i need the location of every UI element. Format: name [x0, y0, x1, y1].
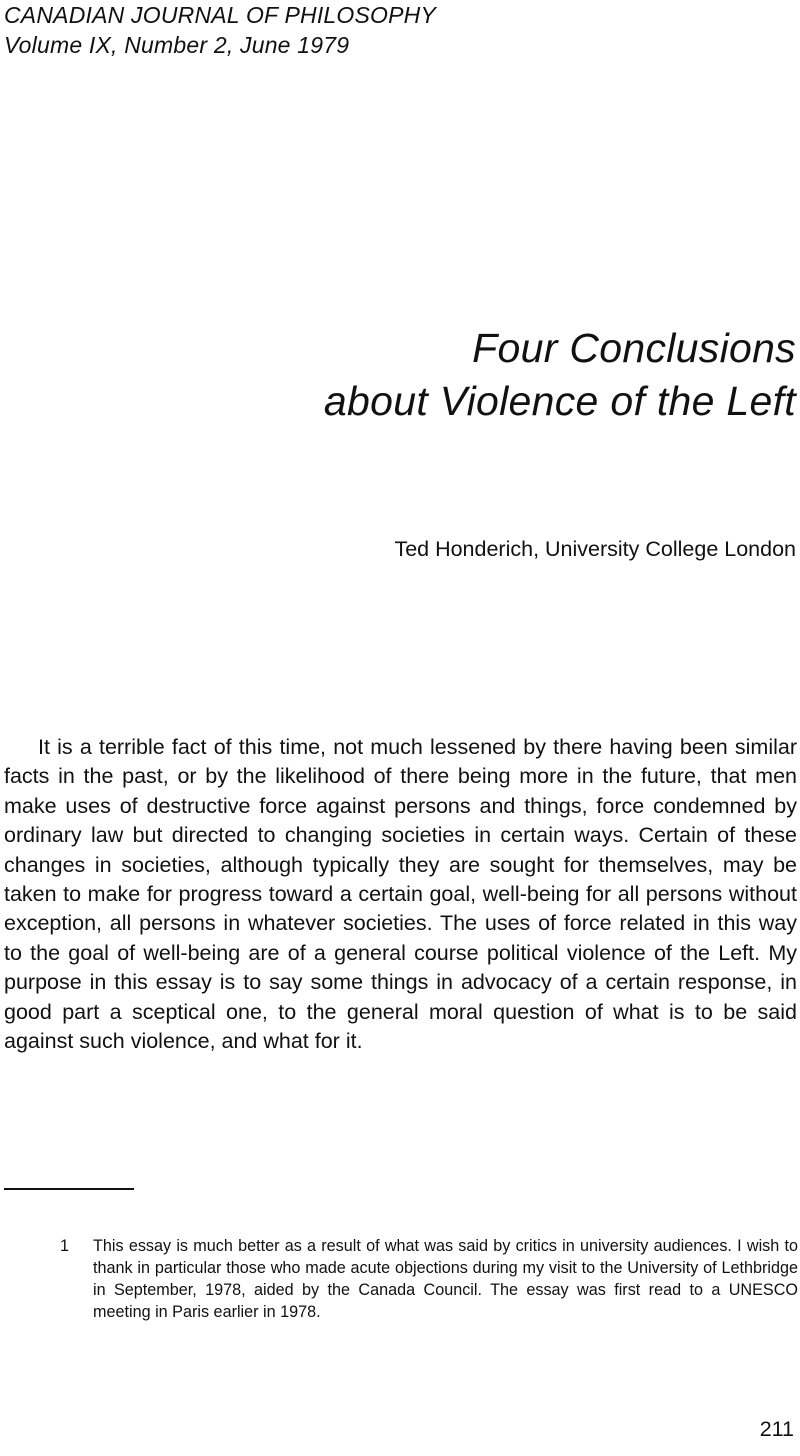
- page-number: 211: [759, 1417, 794, 1441]
- footnote-divider: [4, 1188, 134, 1190]
- article-title: [324, 322, 796, 428]
- footnote-text: This essay is much better as a result of what was said by critics in university audiences. I wish to thank in particular those who made acute objections during my visit to the University of Lethbridge in September, 1978, aided by the Canada Council. The essay was first read to a UNESCO meeting in Paris earlier in 1978.: [93, 1237, 798, 1321]
- footnote: [60, 1235, 798, 1323]
- issue-info: Volume IX, Number 2, June 1979: [4, 32, 350, 58]
- author-affiliation: Ted Honderich, University College London: [394, 537, 796, 561]
- journal-header: [4, 0, 436, 60]
- title-line-2: about Violence of the Left: [323, 378, 796, 424]
- journal-name: CANADIAN JOURNAL OF PHILOSOPHY: [4, 2, 437, 28]
- footnote-number: 1: [60, 1237, 70, 1255]
- body-paragraph: It is a terrible fact of this time, not much lessened by there having been similar facts in the past, or by the likelihood of there being more in the future, that men make uses of destructive force against persons and things, force condemned by ordinary law but directed to changing societies in certain ways. Certain of these changes in societies, although typically they are sought for themselves, may be taken to make for progress toward a certain goal, well-being for all persons without exception, all persons in whatever societies. The uses of force related in this way to the goal of well-being are of a general course political violence of the Left. My purpose in this essay is to say some things in advocacy of a certain response, in good part a sceptical one, to the general moral question of what is to be said against such violence, and what for it.: [4, 735, 797, 1054]
- title-line-1: Four Conclusions: [472, 325, 796, 371]
